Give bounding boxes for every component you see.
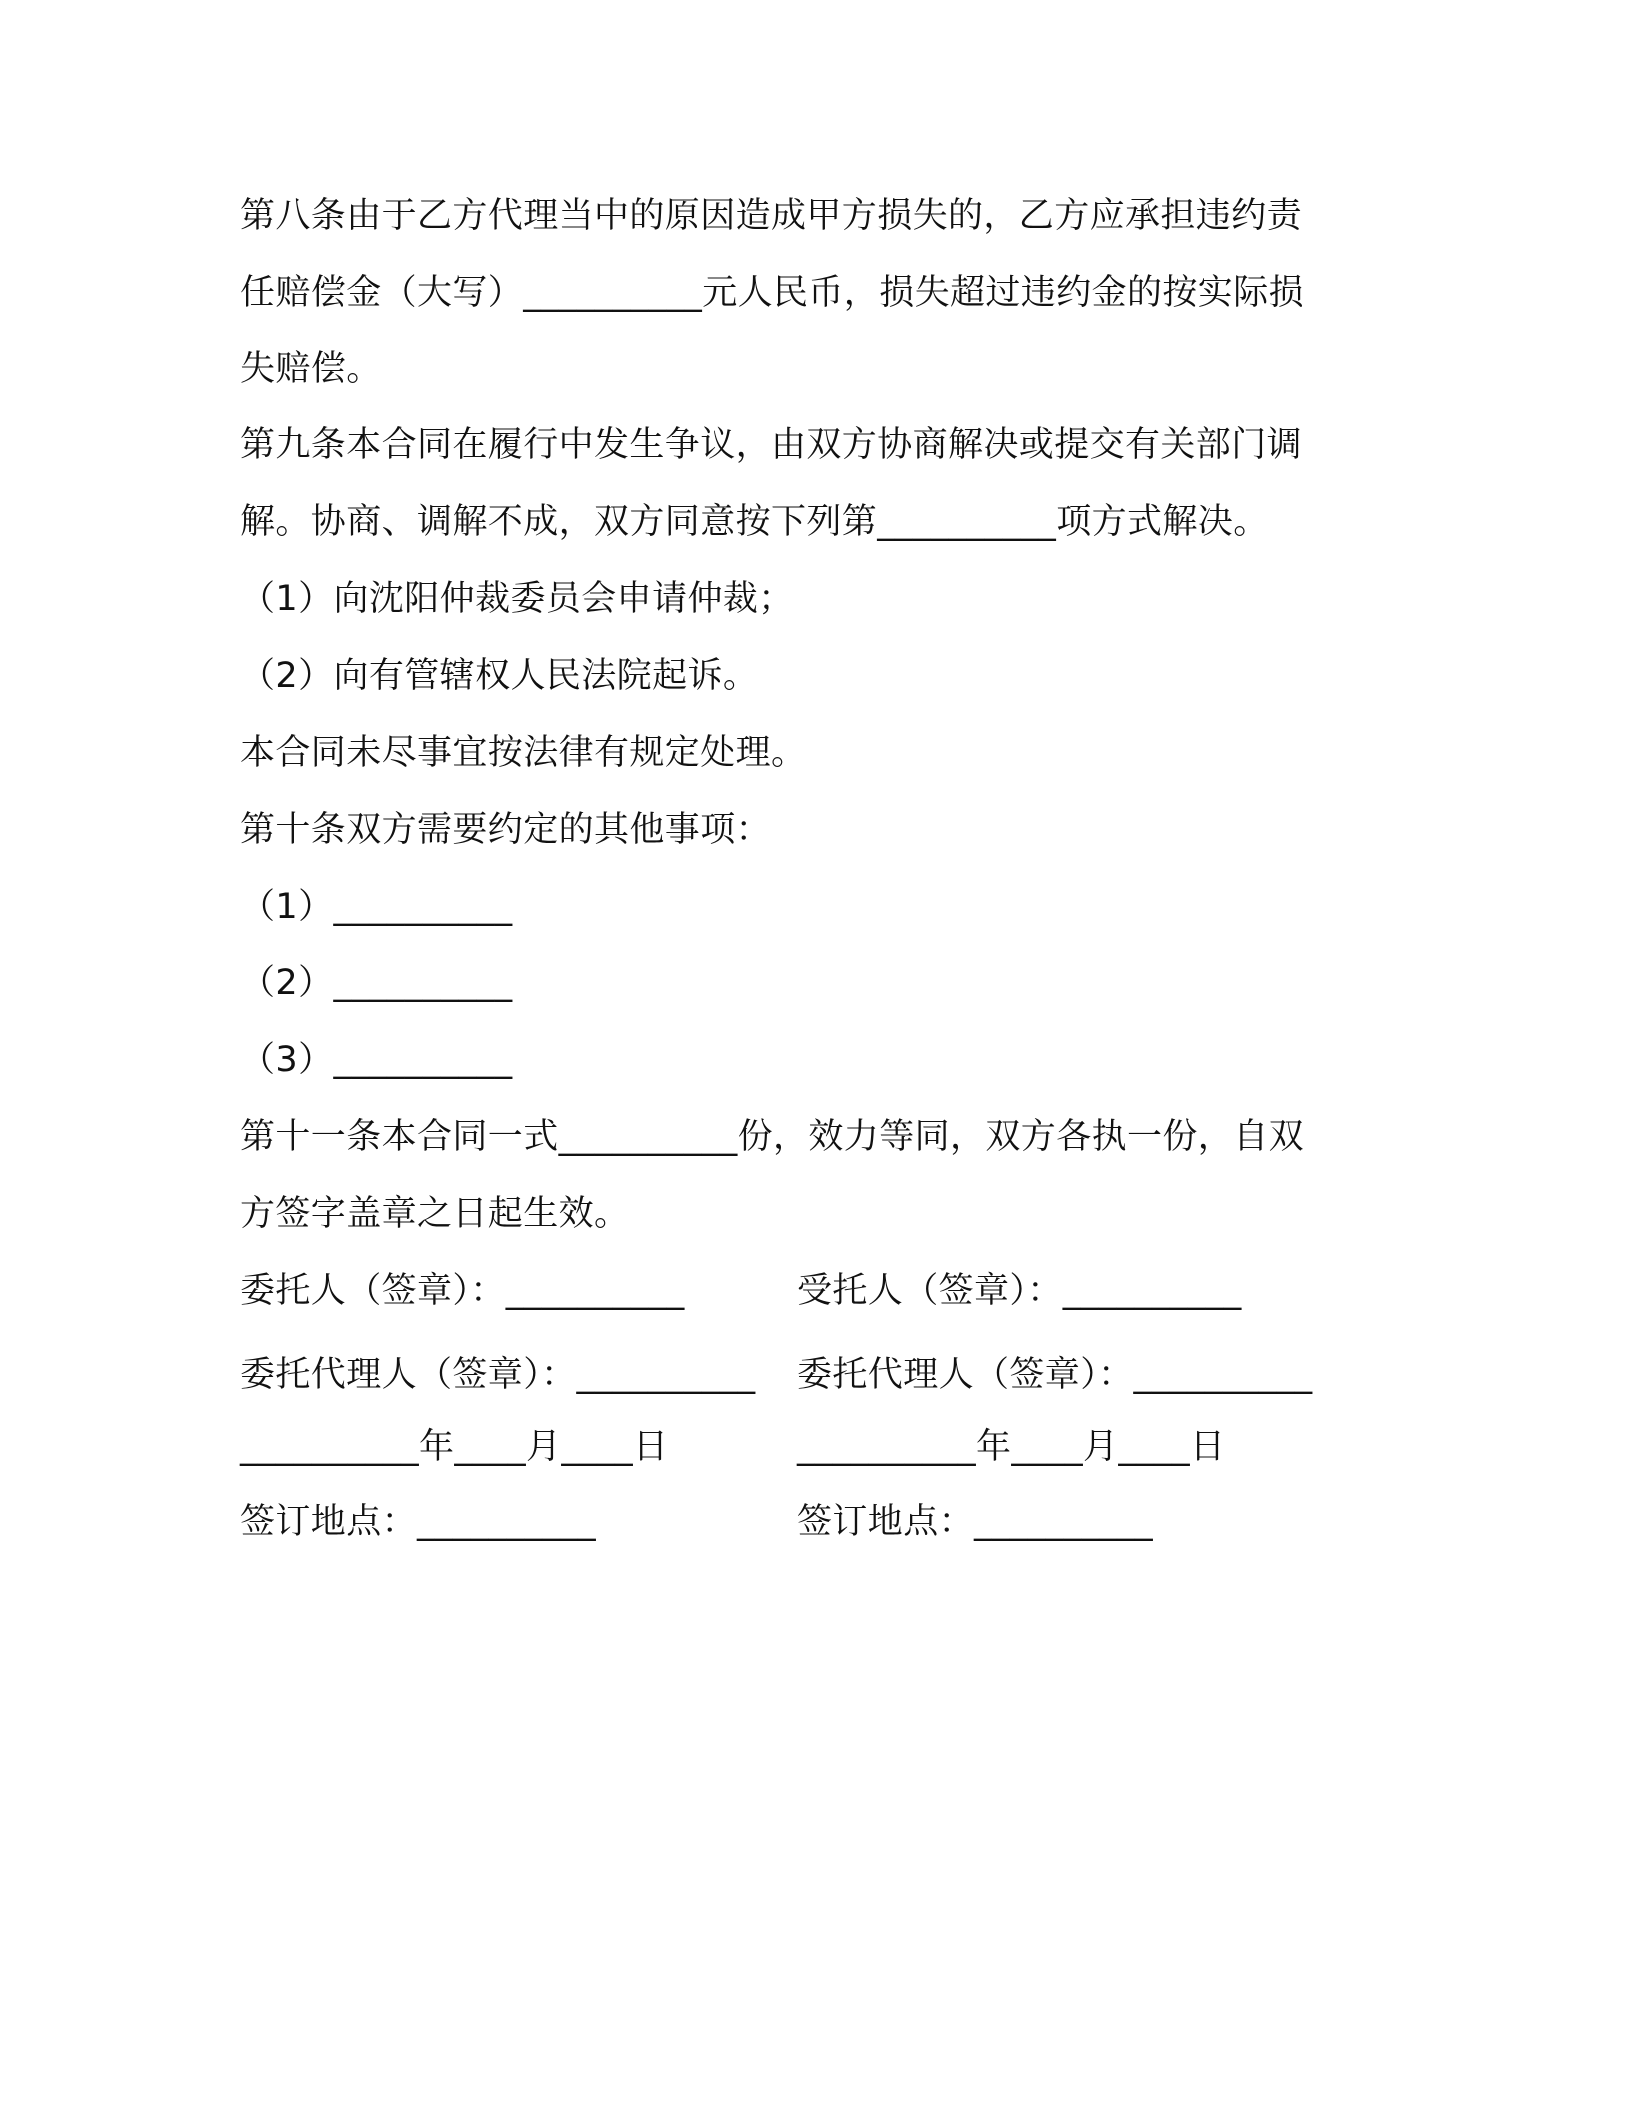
right-principal-signature: 受托人（签章）：__________ xyxy=(797,1271,1242,1311)
article-11-line-2: 方签字盖章之日起生效。 xyxy=(240,1194,630,1234)
article-10-item-2: （2）__________ xyxy=(240,963,513,1003)
left-signing-place: 签订地点：__________ xyxy=(240,1502,597,1542)
article-8-line-1: 第八条由于乙方代理当中的原因造成甲方损失的，乙方应承担违约责 xyxy=(240,196,1303,236)
article-9-option-2: （2）向有管辖权人民法院起诉。 xyxy=(240,656,759,696)
article-10-title: 第十条双方需要约定的其他事项： xyxy=(240,810,772,850)
left-signing-date: __________年____月____日 xyxy=(240,1427,669,1467)
article-8-line-3: 失赔偿。 xyxy=(240,349,382,389)
article-9-line-2: 解。协商、调解不成，双方同意按下列第__________项方式解决。 xyxy=(240,502,1269,542)
right-agent-signature: 委托代理人（签章）：__________ xyxy=(797,1355,1313,1395)
article-10-item-3: （3）__________ xyxy=(240,1040,513,1080)
article-9-line-1: 第九条本合同在履行中发生争议，由双方协商解决或提交有关部门调 xyxy=(240,425,1303,465)
right-signing-date: __________年____月____日 xyxy=(797,1427,1226,1467)
left-agent-signature: 委托代理人（签章）：__________ xyxy=(240,1355,756,1395)
misc-clause: 本合同未尽事宜按法律有规定处理。 xyxy=(240,733,807,773)
article-9-option-1: （1）向沈阳仲裁委员会申请仲裁； xyxy=(240,579,794,619)
right-signing-place: 签订地点：__________ xyxy=(797,1502,1154,1542)
left-principal-signature: 委托人（签章）：__________ xyxy=(240,1271,685,1311)
article-11-line-1: 第十一条本合同一式__________份，效力等同，双方各执一份，自双 xyxy=(240,1117,1305,1157)
article-8-line-2: 任赔偿金（大写）__________元人民币，损失超过违约金的按实际损 xyxy=(240,273,1305,313)
article-10-item-1: （1）__________ xyxy=(240,887,513,927)
